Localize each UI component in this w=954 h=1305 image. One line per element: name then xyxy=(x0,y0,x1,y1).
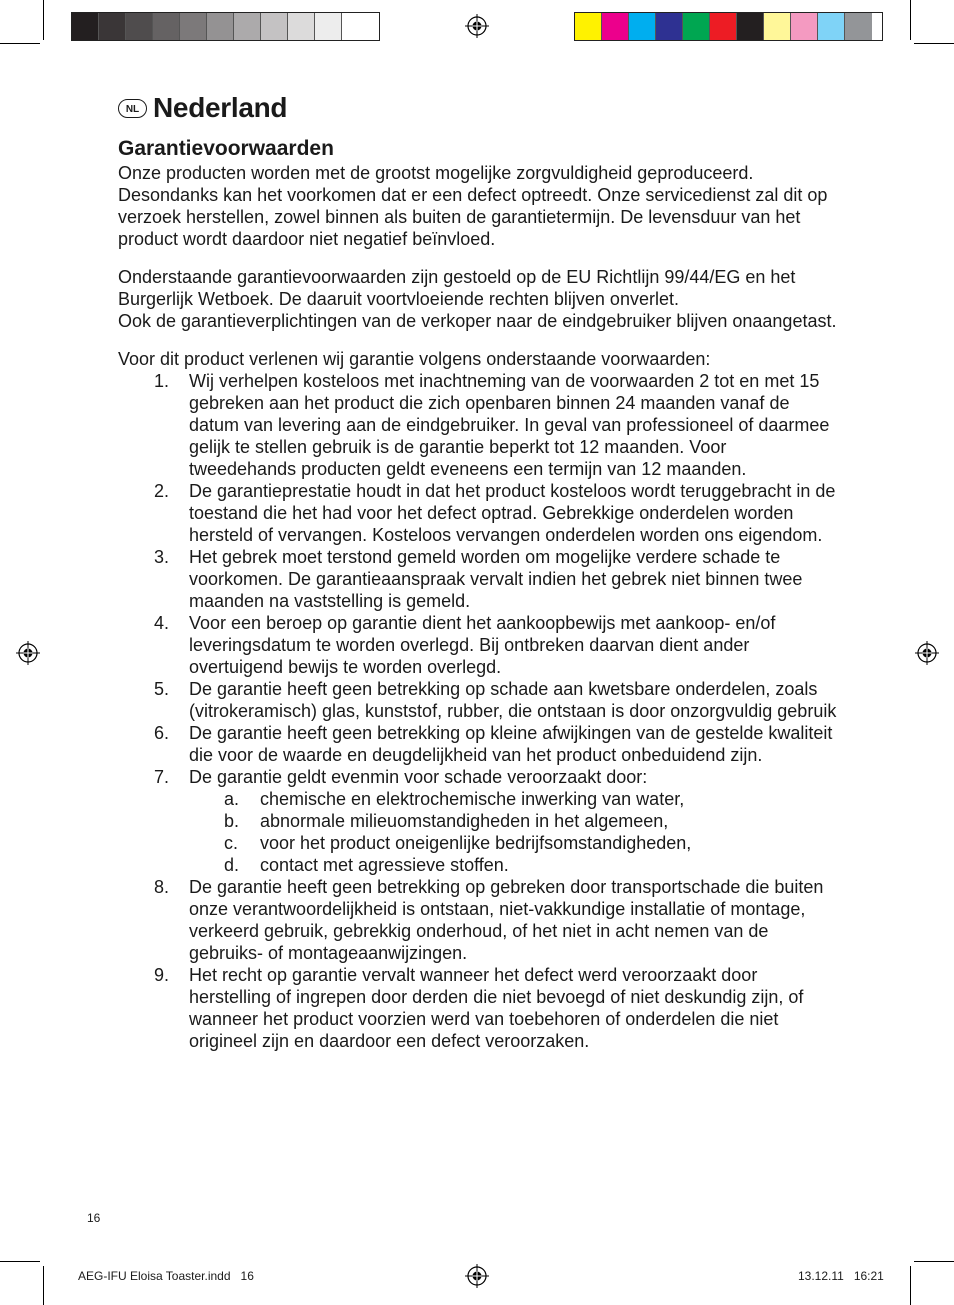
list-item-text xyxy=(189,722,838,766)
list-item-text xyxy=(189,370,838,480)
list-item xyxy=(118,370,838,480)
sub-list-item-letter: b. xyxy=(224,811,240,831)
sub-list-item-text: chemische en elektrochemische inwerking van water, xyxy=(260,789,685,809)
crop-mark xyxy=(43,0,44,40)
list-item-text xyxy=(189,612,838,678)
crop-mark xyxy=(914,43,954,44)
list-item xyxy=(118,612,838,678)
list-item-body: De garantie heeft geen betrekking op gebreken door transportschade die buiten onze verantwoordelijkheid is ontstaan, niet-vakkundige installatie of montage, verkeerd gebruik, gebrekkig onderhoud, of het niet in acht nemen van de gebruiks- of montageaanwijzingen. xyxy=(189,877,824,963)
list-item-text xyxy=(189,876,838,964)
list-item-text xyxy=(189,766,838,876)
language-title: Nederland xyxy=(153,92,288,123)
list-item-body: De garantie heeft geen betrekking op kleine afwijkingen van de gestelde kwaliteit die voor de waarde en deugdelijkheid van het product onbeduidend zijn. xyxy=(189,723,833,765)
grayscale-color-bar xyxy=(71,12,380,41)
color-swatch xyxy=(153,13,180,40)
list-item-number: 2. xyxy=(154,481,170,501)
footer-date: 13.12.11 16:21 xyxy=(798,1269,884,1283)
language-badge: NL xyxy=(118,99,147,118)
sub-list-item-text: contact met agressieve stoffen. xyxy=(260,855,509,875)
color-swatch xyxy=(342,13,369,40)
terms-list xyxy=(118,370,838,1052)
color-swatch xyxy=(737,13,764,40)
color-swatch xyxy=(575,13,602,40)
color-swatch xyxy=(261,13,288,40)
crop-mark xyxy=(914,1261,954,1262)
color-swatch xyxy=(180,13,207,40)
list-item xyxy=(118,876,838,964)
registration-mark-icon xyxy=(915,641,939,665)
color-swatch xyxy=(845,13,872,40)
color-swatch xyxy=(72,13,99,40)
color-swatch xyxy=(234,13,261,40)
footer-file-name: AEG-IFU Eloisa Toaster.indd 16 xyxy=(78,1269,254,1283)
sub-list-item xyxy=(189,854,838,876)
sub-list-item-letter: c. xyxy=(224,833,239,853)
sub-list-item xyxy=(189,810,838,832)
sub-list-item-text: abnormale milieuomstandigheden in het algemeen, xyxy=(260,811,669,831)
sub-list-item xyxy=(189,788,838,810)
list-item xyxy=(118,678,838,722)
color-swatch xyxy=(315,13,342,40)
process-color-bar xyxy=(574,12,883,41)
list-item-number: 6. xyxy=(154,723,170,743)
paragraph-seller: Ook de garantieverplichtingen van de verkoper naar de eindgebruiker blijven onaangetast. xyxy=(118,311,837,331)
list-item xyxy=(118,546,838,612)
list-item-body: Voor een beroep op garantie dient het aankoopbewijs met aankoop- en/of leveringsdatum te worden overlegd. Bij ontbreken daarvan dient ander overtuigend bewijs te worden overlegd. xyxy=(189,613,776,677)
list-item-text xyxy=(189,964,838,1052)
list-item-body: Wij verhelpen kosteloos met inachtneming van de voorwaarden 2 tot en met 15 gebreken aan het product die zich openbaren binnen 24 maanden vanaf de datum van levering aan de eindgebruiker. In geval van professioneel of daarmee gelijk te stellen gebruik is de garantie beperkt tot 12 maanden. Voor tweedehands producten geldt eveneens een termijn van 12 maanden. xyxy=(189,371,830,479)
list-item-number: 3. xyxy=(154,547,170,567)
crop-mark xyxy=(910,0,911,40)
list-item-body: De garantieprestatie houdt in dat het product kosteloos wordt teruggebracht in de toestand die het had voor het defect optrad. Gebrekkige onderdelen worden hersteld of vervangen. Kosteloos vervangen onderdelen worden ons eigendom. xyxy=(189,481,836,545)
page-number: 16 xyxy=(87,1211,101,1225)
sub-list-item-text: voor het product oneigenlijke bedrijfsomstandigheden, xyxy=(260,833,692,853)
language-header xyxy=(118,88,838,128)
sub-list xyxy=(189,788,838,876)
list-item xyxy=(118,480,838,546)
list-item-text xyxy=(189,480,838,546)
list-item-number: 7. xyxy=(154,767,170,787)
color-swatch xyxy=(207,13,234,40)
crop-mark xyxy=(43,1266,44,1305)
registration-mark-icon xyxy=(16,641,40,665)
list-item-text xyxy=(189,678,838,722)
color-swatch xyxy=(656,13,683,40)
color-swatch xyxy=(288,13,315,40)
color-swatch xyxy=(126,13,153,40)
paragraph-intro: Onze producten worden met de grootst mogelijke zorgvuldigheid geproduceerd. Desondanks kan het voorkomen dat er een defect optreedt. Onze servicedienst zal dit op verzoek herstellen, zowel binnen als buiten de garantietermijn. De levensduur van het product wordt daardoor niet negatief beïnvloed. xyxy=(118,163,828,249)
list-item-number: 1. xyxy=(154,371,170,391)
list-item xyxy=(118,766,838,876)
sub-list-item-letter: a. xyxy=(224,789,240,809)
color-swatch xyxy=(764,13,791,40)
crop-mark xyxy=(910,1266,911,1305)
section-title: Garantievoorwaarden xyxy=(118,137,334,160)
document-body xyxy=(118,88,838,1052)
registration-mark-icon xyxy=(465,1264,489,1288)
list-intro: Voor dit product verlenen wij garantie volgens onderstaande voorwaarden: xyxy=(118,349,711,369)
color-swatch xyxy=(629,13,656,40)
color-swatch xyxy=(710,13,737,40)
color-swatch xyxy=(818,13,845,40)
list-item-body: Het gebrek moet terstond gemeld worden om mogelijke verdere schade te voorkomen. De garantieaanspraak vervalt indien het gebrek niet binnen twee maanden na vaststelling is gemeld. xyxy=(189,547,803,611)
list-item-body: De garantie heeft geen betrekking op schade aan kwetsbare onderdelen, zoals (vitrokeramisch) glas, kunststof, rubber, die ontstaan is door onzorgvuldig gebruik xyxy=(189,679,837,721)
list-item xyxy=(118,722,838,766)
sub-list-item-letter: d. xyxy=(224,855,240,875)
crop-mark xyxy=(0,43,40,44)
color-swatch xyxy=(683,13,710,40)
list-item-body: Het recht op garantie vervalt wanneer het defect werd veroorzaakt door herstelling of ingrepen door derden die niet bevoegd of niet deskundig zijn, of wanneer het product voorzien werd van toebehoren of onderdelen die niet origineel zijn en daardoor een defect veroorzaken. xyxy=(189,965,804,1051)
list-item-number: 4. xyxy=(154,613,170,633)
color-swatch xyxy=(99,13,126,40)
paragraph-legal: Onderstaande garantievoorwaarden zijn gestoeld op de EU Richtlijn 99/44/EG en het Burgerlijk Wetboek. De daaruit voortvloeiende rechten blijven onverlet. xyxy=(118,267,796,309)
list-item-number: 8. xyxy=(154,877,170,897)
color-swatch xyxy=(602,13,629,40)
list-item-number: 9. xyxy=(154,965,170,985)
list-item-text xyxy=(189,546,838,612)
sub-list-item xyxy=(189,832,838,854)
list-item-number: 5. xyxy=(154,679,170,699)
crop-mark xyxy=(0,1261,40,1262)
list-item xyxy=(118,964,838,1052)
registration-mark-icon xyxy=(465,14,489,38)
list-item-body: De garantie geldt evenmin voor schade veroorzaakt door: xyxy=(189,767,648,787)
color-swatch xyxy=(791,13,818,40)
